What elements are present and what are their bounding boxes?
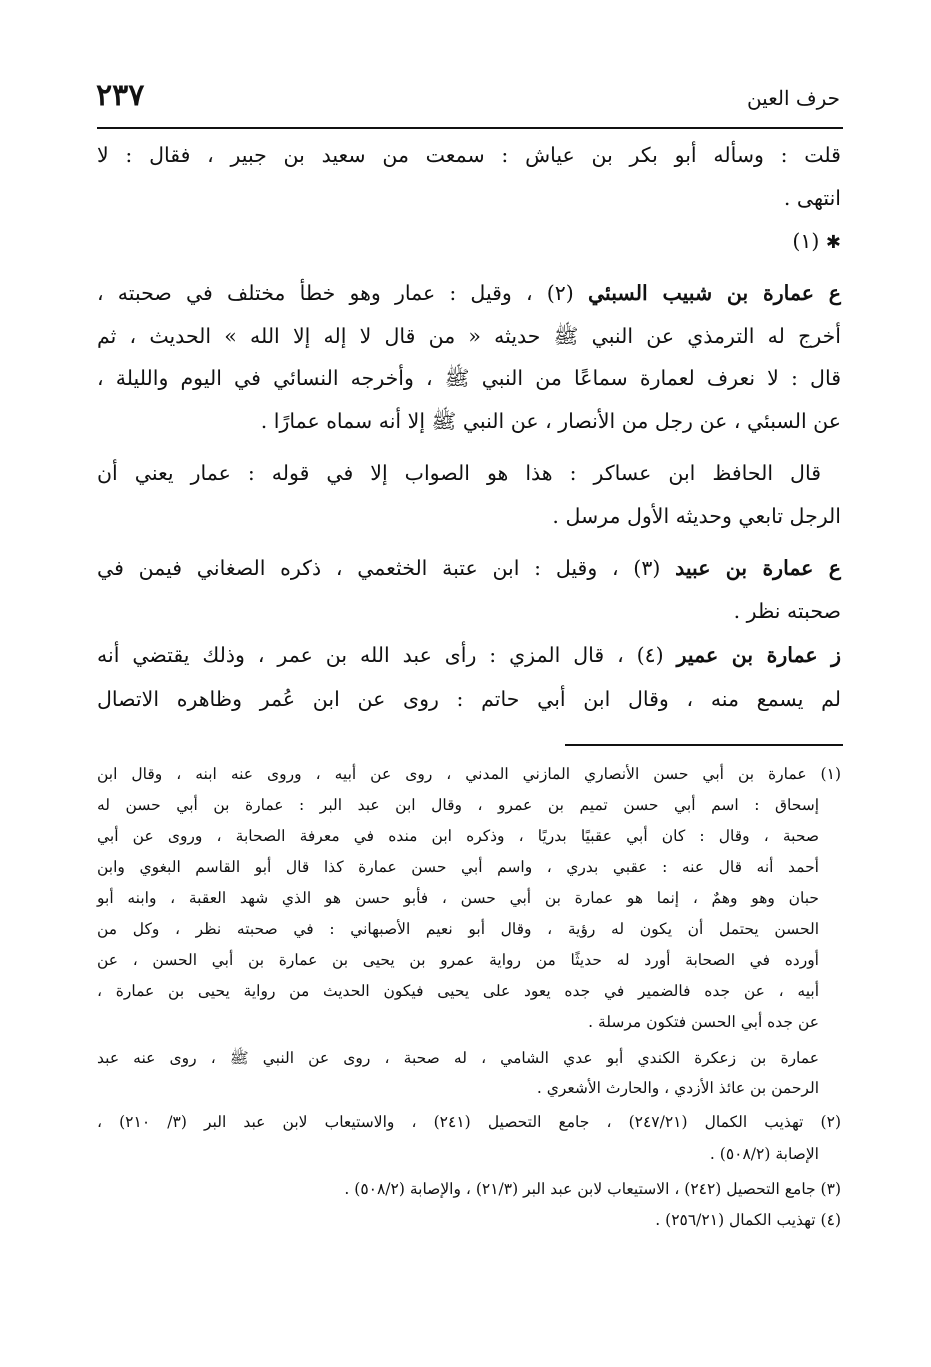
text-line: عن السبئي ، عن رجل من الأنصار ، عن النبي ﷺ إلا أنه سماه عمارًا . [260,409,841,433]
footnote-line: أبيه ، عن جده فالضمير في جده يعود على يحيى فيكون الحديث من رواية يحيى بن عمارة ، [97,982,819,1000]
footnote-line: عن جده أبي الحسن فتكون مرسلة . [588,1013,819,1031]
entry-text: (٤) ، قال المزي : رأى عبد الله بن عمر ، وذلك يقتضي أنه [97,643,677,667]
footnote-line: إسحاق : اسم أبي حسن تميم بن عمرو ، وقال ابن عبد البر : عمارة بن أبي حسن له [97,796,819,814]
footnote-line: (٢) تهذيب الكمال (٢٤٧/٢١) ، جامع التحصيل (٢٤١) ، والاستيعاب لابن عبد البر (٣/ ٢١٠) ، [97,1113,841,1131]
page-number: ٢٣٧ [96,78,145,113]
text-line [97,281,841,305]
footnote-line: عمارة بن زعكرة الكندي أبو عدي الشامي ، له صحبة ، روى عن النبي ﷺ ، روى عنه عبد [97,1049,819,1067]
note-marker: (١) [792,229,826,253]
text-line: الرجل تابعي وحديثه الأول مرسل . [552,504,841,528]
text-line: قال : لا نعرف لعمارة سماعًا من النبي ﷺ ، وأخرجه النسائي في اليوم والليلة ، [97,366,841,390]
footnote-line: أحمد أنه قال عنه : عقبي بدري ، واسم أبي حسن عمارة كذا قال أبو القاسم البغوي وابن [97,858,819,876]
text-line: انتهى . [783,186,841,210]
footnote-line: الإصابة (٥٠٨/٢) . [709,1145,819,1163]
text-line [792,229,841,253]
text-line [97,643,841,667]
asterisk-icon: ✱ [825,232,841,253]
chapter-title: حرف العين [746,86,840,110]
footnote-line: (١) عمارة بن أبي حسن الأنصاري المازني المدني ، روى عن أبيه ، وروى عنه ابنه ، وقال ابن [97,765,841,783]
footnote-line: الرحمن بن عائذ الأزدي ، والحارث الأشعري . [536,1079,819,1097]
text-line [97,556,841,580]
header-rule [97,127,843,129]
text-line: قلت : وسأله أبو بكر بن عياش : سمعت من سعيد بن جبير ، فقال : لا [97,143,841,167]
footnote-line: (٤) تهذيب الكمال (٢٥٦/٢١) . [655,1211,841,1229]
entry-text: (٣) ، وقيل : ابن عتبة الخثعمي ، ذكره الصغاني فيمن في [97,556,676,580]
footnote-line: الحسن يحتمل أن يكون له رؤية ، وقال أبو نعيم الأصبهاني : في صحبته نظر ، وكل من [97,920,819,938]
entry-name: ز عمارة بن عمير [676,643,842,667]
entry-text: (٢) ، وقيل : عمار وهو خطأ مختلف في صحبته ، [97,281,588,305]
entry-name: ع عمارة بن عبيد [675,556,841,580]
entry-name: ع عمارة بن شبيب السبئي [587,281,841,305]
text-line: لم يسمع منه ، وقال ابن أبي حاتم : روى عن ابن عُمر وظاهره الاتصال [97,687,841,711]
text-line: قال الحافظ ابن عساكر : هذا هو الصواب إلا في قوله : عمار يعني أن [97,461,821,485]
footnote-line: صحبة ، وقال : كان أبي عقبيًا بدريًا ، وذكره ابن منده في معرفة الصحابة ، وروى عن أبي [97,827,819,845]
text-line: صحبته نظر . [733,599,841,623]
footnote-line: (٣) جامع التحصيل (٢٤٢) ، الاستيعاب لابن عبد البر (٢١/٣) ، والإصابة (٥٠٨/٢) . [344,1180,841,1198]
footnote-line: حبان وهو وهمٌ ، إنما هو عمارة بن أبي حسن ، فأبو حسن هو الذي شهد العقبة ، وابنه أبو [97,889,819,907]
footnote-rule [565,744,843,746]
footnote-line: أورده في الصحابة أورد له حديثًا من رواية عمرو بن يحيى بن عمارة بن أبي الحسن ، عن [97,951,819,969]
text-line: أخرج له الترمذي عن النبي ﷺ حديثه « من قال لا إله إلا الله » الحديث ، ثم [97,324,841,348]
